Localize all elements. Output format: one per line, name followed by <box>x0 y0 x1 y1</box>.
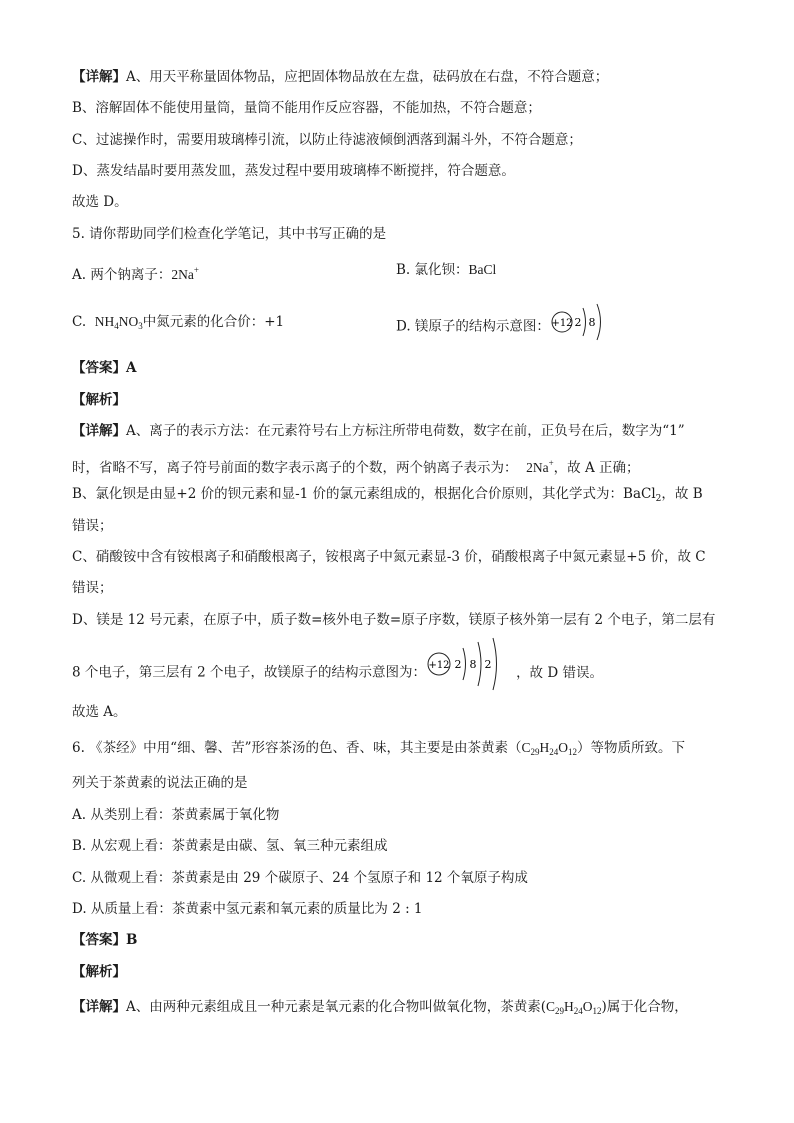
q5-detail-b1: B、氯化钡是由显+2 价的钡元素和显-1 价的氯元素组成的，根据化合价原则，其化学式为：BaCl$_2$，故 B <box>72 486 703 504</box>
q4-detail-a: 【详解】A、用天平称量固体物品，应把固体物品放在左盘，砝码放在右盘，不符合题意； <box>72 69 609 85</box>
q5-analysis: 【解析】 <box>72 392 126 408</box>
q5-detail-d2: 8 个电子，第三层有 2 个电子，故镁原子的结构示意图为： +12 2 8 2 ，故 D 错误。 <box>72 654 603 692</box>
q4-detail-d: D、蒸发结晶时要用蒸发皿，蒸发过程中要用玻璃棒不断搅拌，符合题意。 <box>72 163 515 179</box>
magnesium-atom-diagram <box>426 636 512 692</box>
q5-choice: 故选 A。 <box>72 704 127 720</box>
q6-analysis: 【解析】 <box>72 964 126 980</box>
magnesium-atom-diagram-wrong <box>550 302 610 342</box>
svg-text:2: 2 <box>454 658 462 671</box>
q5-stem: 5. 请你帮助同学们检查化学笔记，其中书写正确的是 <box>72 226 387 242</box>
q4-choice: 故选 D。 <box>72 194 128 210</box>
svg-text:8: 8 <box>588 316 596 329</box>
sodium-ion-formula: 2Na+ <box>171 265 199 282</box>
svg-text:8: 8 <box>469 658 477 671</box>
q6-option-a: A. 从类别上看：茶黄素属于氧化物 <box>72 807 280 823</box>
q6-detail-a: 【详解】A、由两种元素组成且一种元素是氧元素的化合物叫做氧化物，茶黄素$(C_{29}H_{24}O_{12})$属于化合物， <box>72 999 688 1016</box>
q5-option-b: B. 氯化钡：BaCl <box>396 262 497 278</box>
q6-stem-2: 列关于茶黄素的说法正确的是 <box>72 775 248 791</box>
q5-detail-d1: D、镁是 12 号元素，在原子中，质子数=核外电子数=原子序数，镁原子核外第一层有 2 个电子，第二层有 <box>72 612 716 628</box>
q5-detail-c2: 错误； <box>72 580 113 596</box>
q5-answer: 【答案】A <box>72 360 137 376</box>
q6-option-d: D. 从质量上看：茶黄素中氢元素和氧元素的质量比为 2 : 1 <box>72 901 423 917</box>
q5-detail-a1: 【详解】A、离子的表示方法：在元素符号右上方标注所带电荷数，数字在前，正负号在后，数字为“1” <box>72 423 685 439</box>
q4-detail-c: C、过滤操作时，需要用玻璃棒引流，以防止待滤液倾倒洒落到漏斗外，不符合题意； <box>72 132 582 148</box>
q4-detail-b: B、溶解固体不能使用量筒，量筒不能用作反应容器，不能加热，不符合题意； <box>72 100 541 116</box>
svg-text:2: 2 <box>574 316 582 329</box>
q6-option-b: B. 从宏观上看：茶黄素是由碳、氢、氧三种元素组成 <box>72 838 388 854</box>
svg-text:+12: +12 <box>428 660 450 671</box>
q6-stem-1: 6. 《茶经》中用“细、馨、苦”形容茶汤的色、香、味，其主要是由茶黄素$(C_{29}H_{24}O_{12})$等物质所致。下 <box>72 740 685 757</box>
detail-tag: 【详解】 <box>72 69 126 85</box>
theaflavin-formula: $C_{29}H_{24}O_{12}$ <box>521 740 577 757</box>
q6-answer: 【答案】B <box>72 932 138 948</box>
svg-text:2: 2 <box>484 658 492 671</box>
ammonium-nitrate-formula: $NH_4NO_3$ <box>94 314 143 331</box>
q5-option-c: C. $NH_4NO_3$中氮元素的化合价：+1 <box>72 314 285 331</box>
q5-option-a: A. 两个钠离子：2Na+ <box>72 265 199 283</box>
svg-text:+12: +12 <box>551 318 573 329</box>
q5-detail-c1: C、硝酸铵中含有铵根离子和硝酸根离子，铵根离子中氮元素显-3 价，硝酸根离子中氮元素显+5 价，故 C <box>72 549 706 565</box>
q5-detail-a2: 时，省略不写，离子符号前面的数字表示离子的个数，两个钠离子表示为： 2Na+，故 A 正确； <box>72 458 640 476</box>
q6-option-c: C. 从微观上看：茶黄素是由 29 个碳原子、24 个氢原子和 12 个氧原子构成 <box>72 870 528 886</box>
q5-detail-b2: 错误； <box>72 518 113 534</box>
q5-option-d: D. 镁原子的结构示意图： +12 2 8 <box>396 312 610 342</box>
